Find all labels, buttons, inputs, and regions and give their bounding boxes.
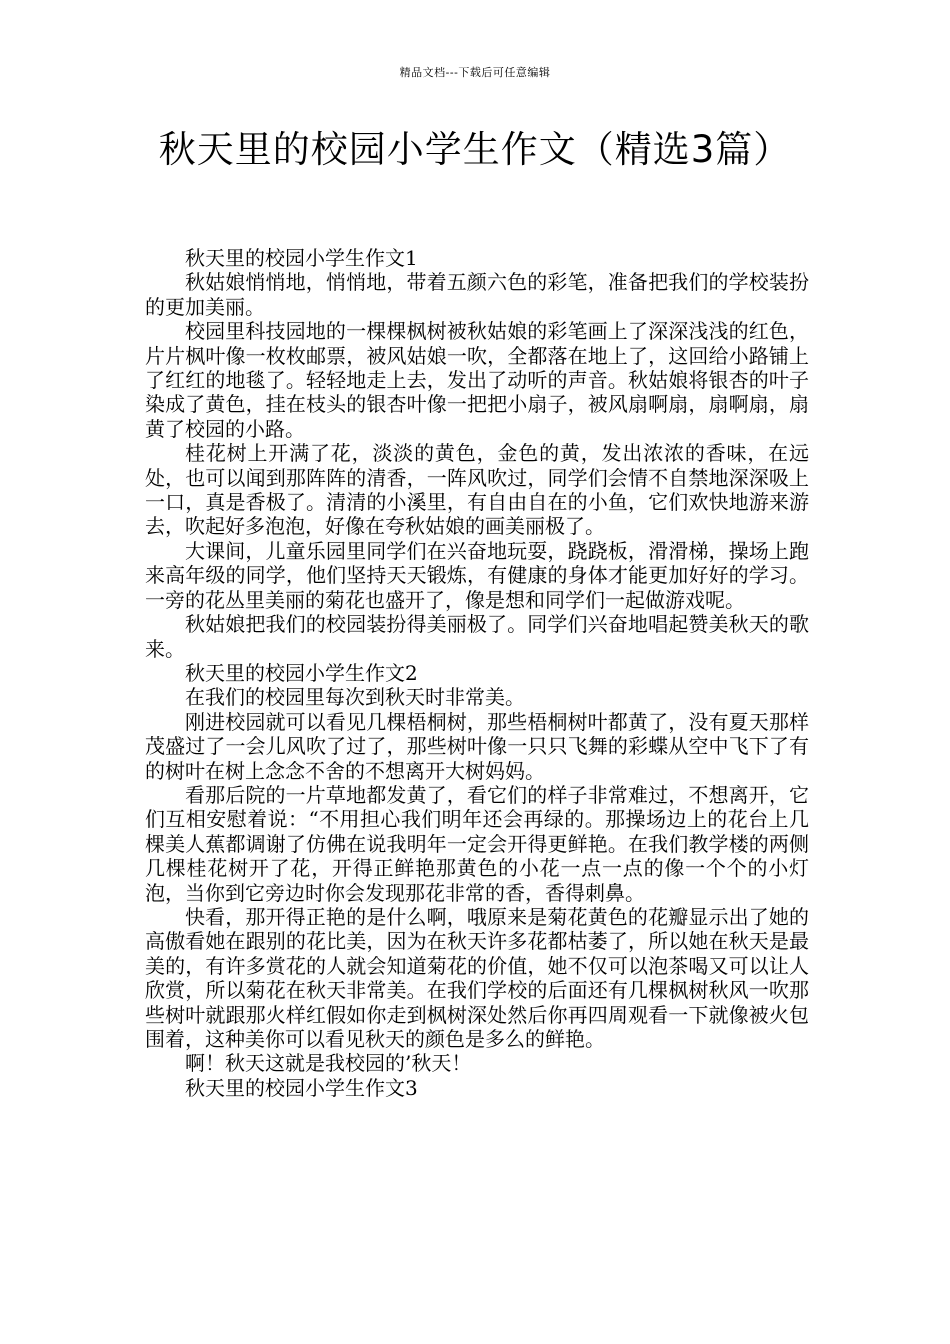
paragraph: 秋姑娘悄悄地，悄悄地，带着五颜六色的彩笔，准备把我们的学校装扮的更加美丽。 xyxy=(145,270,809,319)
paragraph: 啊！秋天这就是我校园的’秋天！ xyxy=(185,1051,472,1076)
paragraph: 校园里科技园地的一棵棵枫树被秋姑娘的彩笔画上了深深浅浅的红色，片片枫叶像一枚枚邮票，被风姑娘一吹，全都落在地上了，这回给小路铺上了红红的地毯了。轻轻地走上去，发出了动听的声音。秋姑娘将银杏的叶子染成了黄色，挂在枝头的银杏叶像一把把小扇子，被风扇啊扇，扇啊扇，扇黄了校园的小路。 xyxy=(145,319,809,441)
document-title: 秋天里的校园小学生作文（精选3篇） xyxy=(158,128,792,171)
essay-3-heading: 秋天里的校园小学生作文3 xyxy=(185,1075,418,1100)
paragraph: 秋姑娘把我们的校园装扮得美丽极了。同学们兴奋地唱起赞美秋天的歌来。 xyxy=(145,612,809,661)
paragraph: 大课间，儿童乐园里同学们在兴奋地玩耍，跷跷板，滑滑梯，操场上跑来高年级的同学，他们坚持天天锻炼，有健康的身体才能更加好好的学习。一旁的花丛里美丽的菊花也盛开了，像是想和同学们一起做游戏呢。 xyxy=(145,538,809,612)
header-note: 精品文档---下载后可任意编辑 xyxy=(399,66,551,79)
paragraph: 看那后院的一片草地都发黄了，看它们的样子非常难过，不想离开，它们互相安慰着说：“不用担心我们明年还会再绿的。那操场边上的花台上几棵美人蕉都调谢了仿佛在说我明年一定会开得更鲜艳。在我们教学楼的两侧几棵桂花树开了花，开得正鲜艳那黄色的小花一点一点的像一个个的小灯泡，当你到它旁边时你会发现那花非常的香，香得刺鼻。 xyxy=(145,782,809,905)
paragraph: 刚进校园就可以看见几棵梧桐树，那些梧桐树叶都黄了，没有夏天那样茂盛过了一会儿风吹了过了，那些树叶像一只只飞舞的彩蝶从空中飞下了有的树叶在树上念念不舍的不想离开大树妈妈。 xyxy=(145,709,809,783)
paragraph: 桂花树上开满了花，淡淡的黄色，金色的黄，发出浓浓的香味，在远处，也可以闻到那阵阵的清香，一阵风吹过，同学们会情不自禁地深深吸上一口，真是香极了。清清的小溪里，有自由自在的小鱼，它们欢快地游来游去，吹起好多泡泡，好像在夸秋姑娘的画美丽极了。 xyxy=(145,441,809,539)
essay-1-heading: 秋天里的校园小学生作文1 xyxy=(185,246,418,270)
paragraph: 在我们的校园里每次到秋天时非常美。 xyxy=(185,685,525,710)
document-body xyxy=(145,246,809,1100)
essay-2-heading: 秋天里的校园小学生作文2 xyxy=(185,660,418,685)
paragraph: 快看，那开得正艳的是什么啊，哦原来是菊花黄色的花瓣显示出了她的高傲看她在跟别的花比美，因为在秋天许多花都枯萎了，所以她在秋天是最美的，有许多赏花的人就会知道菊花的价值，她不仅可以泡茶喝又可以让人欣赏，所以菊花在秋天非常美。在我们学校的后面还有几棵枫树秋风一吹那些树叶就跟那火样红假如你走到枫树深处然后你再四周观看一下就像被火包围着，这种美你可以看见秋天的颜色是多么的鲜艳。 xyxy=(145,904,809,1051)
